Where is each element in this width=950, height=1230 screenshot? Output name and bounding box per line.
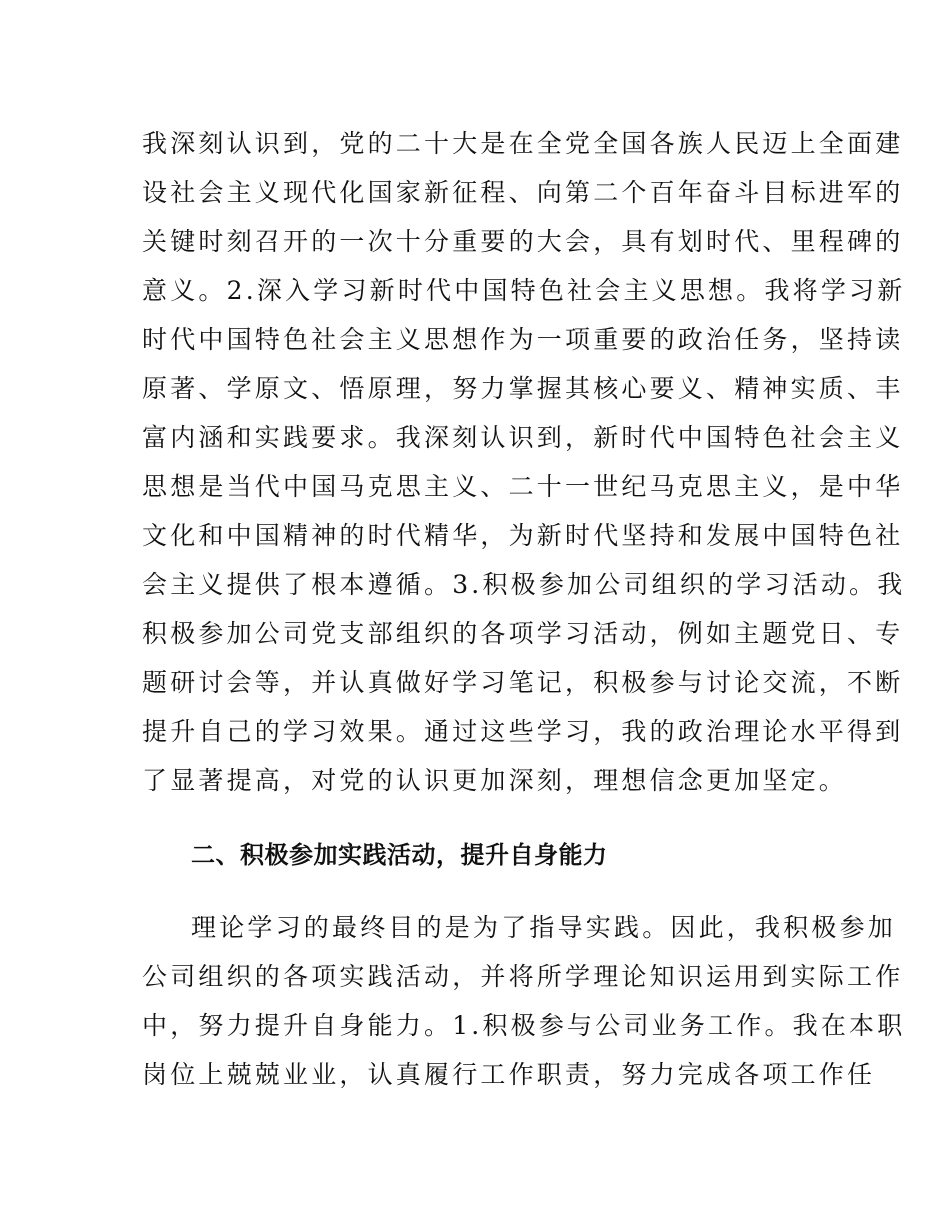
paragraph-1-line-9: 文化和中国精神的时代精华，为新时代坚持和发展中国特色社: [142, 521, 904, 550]
paragraph-1-line-8: 思想是当代中国马克思主义、二十一世纪马克思主义，是中华: [142, 472, 904, 501]
section-heading: 二、积极参加实践活动，提升自身能力: [191, 841, 608, 869]
paragraph-2-line-3: 中，努力提升自身能力。1.积极参与公司业务工作。我在本职: [142, 1011, 906, 1040]
paragraph-1-line-5: 时代中国特色社会主义思想作为一项重要的政治任务，坚持读: [142, 325, 904, 354]
paragraph-1-line-12: 题研讨会等，并认真做好学习笔记，积极参与讨论交流，不断: [142, 668, 904, 697]
paragraph-1-line-3: 关键时刻召开的一次十分重要的大会，具有划时代、里程碑的: [142, 227, 904, 256]
paragraph-1-line-6: 原著、学原文、悟原理，努力掌握其核心要义、精神实质、丰: [142, 374, 904, 403]
paragraph-1-line-11: 积极参加公司党支部组织的各项学习活动，例如主题党日、专: [142, 619, 904, 648]
paragraph-1-line-7: 富内涵和实践要求。我深刻认识到，新时代中国特色社会主义: [142, 423, 904, 452]
paragraph-1-line-13: 提升自己的学习效果。通过这些学习，我的政治理论水平得到: [142, 717, 904, 746]
paragraph-1-line-2: 设社会主义现代化国家新征程、向第二个百年奋斗目标进军的: [142, 178, 904, 207]
paragraph-2-line-4: 岗位上兢兢业业，认真履行工作职责，努力完成各项工作任: [142, 1060, 876, 1089]
paragraph-2-line-2: 公司组织的各项实践活动，并将所学理论知识运用到实际工作: [142, 962, 904, 991]
paragraph-1-line-14: 了显著提高，对党的认识更加深刻，理想信念更加坚定。: [142, 766, 848, 795]
paragraph-2-line-1: 理论学习的最终目的是为了指导实践。因此，我积极参加: [191, 913, 897, 942]
paragraph-1-line-10: 会主义提供了根本遵循。3.积极参加公司组织的学习活动。我: [142, 570, 906, 599]
paragraph-1-line-1: 我深刻认识到，党的二十大是在全党全国各族人民迈上全面建: [142, 129, 904, 158]
paragraph-1-line-4: 意义。2.深入学习新时代中国特色社会主义思想。我将学习新: [142, 276, 906, 305]
